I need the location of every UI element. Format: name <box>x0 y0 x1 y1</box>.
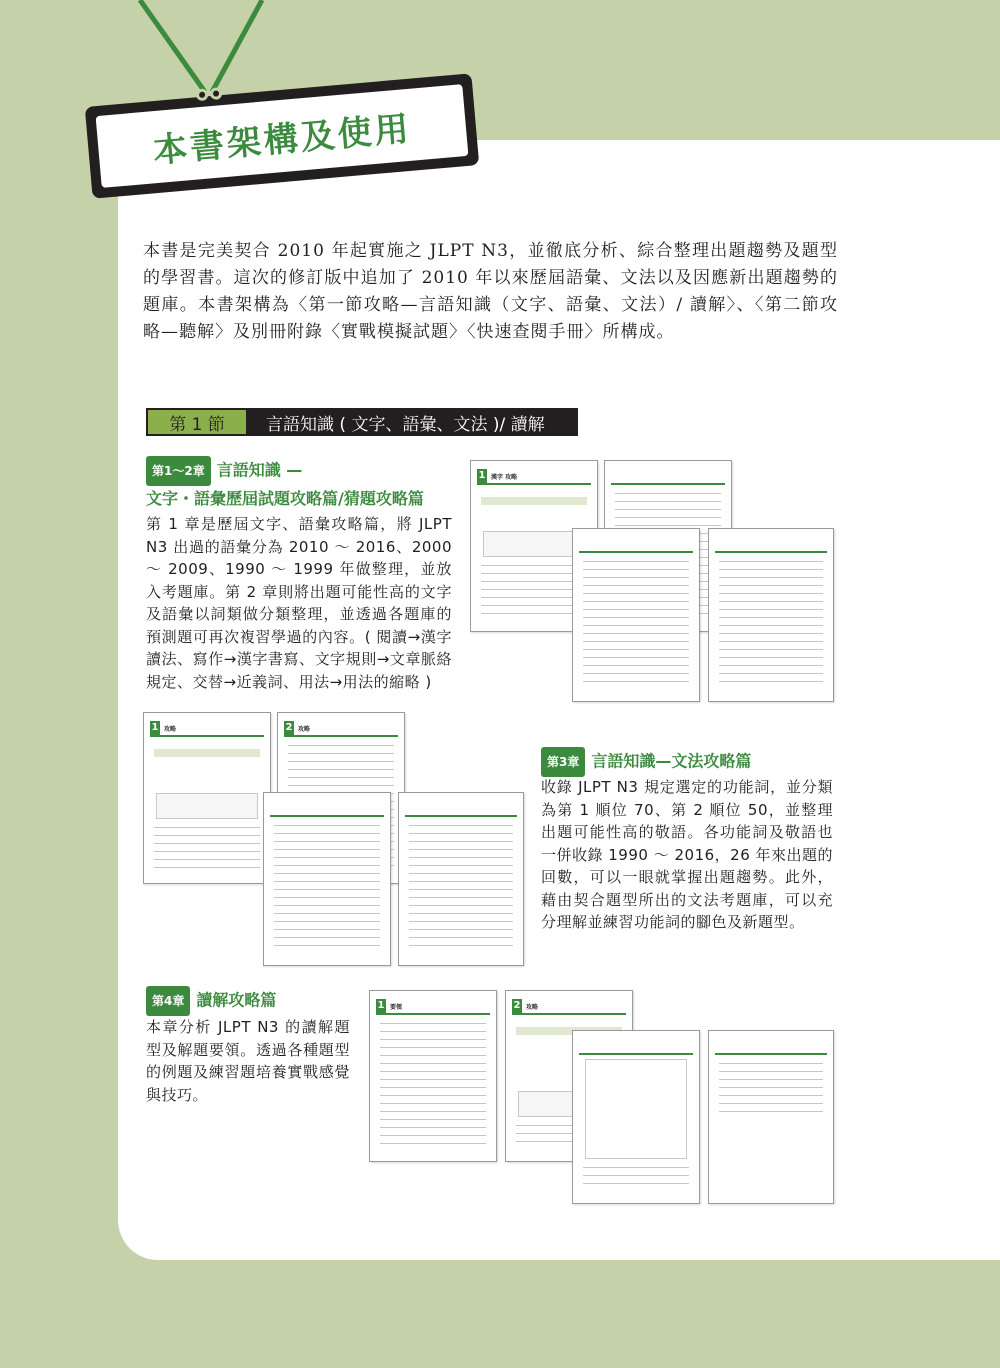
section-number: 第 1 節 <box>146 408 246 436</box>
chapter-3-body: 收錄 JLPT N3 規定選定的功能詞，並分類為第 1 順位 70、第 2 順位 50，並整理出題可能性高的敬語。各功能詞及敬語也一併收錄 1990 ～ 2016，26 年來出題的回數，可以一眼就掌握出題趨勢。此外，藉由契合題型所出的文法考題庫，可以充分理解並練習功能詞的腳色及新題型。 <box>541 778 834 931</box>
chapter-1-2-heading <box>146 456 466 512</box>
chapter-tag: 第4章 <box>146 986 190 1016</box>
thumbnail-page: 1 漢字 攻略 <box>470 460 598 632</box>
page-title: 本書架構及使用 <box>151 108 414 171</box>
thumbnail-page: 1 要領 <box>369 990 497 1162</box>
chapter-tag: 第3章 <box>541 747 585 777</box>
chapter-title: 言語知識—文法攻略篇 <box>591 751 752 771</box>
thumbnail-page: 2 攻略 <box>505 990 633 1162</box>
intro-paragraph: 本書是完美契合 2010 年起實施之 JLPT N3，並徹底分析、綜合整理出題趨勢及題型的學習書。這次的修訂版中追加了 2010 年以來歷屆語彙、文法以及因應新出題趨勢的題庫。本書架構為〈第一節攻略—言語知識（文字、語彙、文法）/ 讀解〉、〈第二節攻略—聽解〉及別冊附錄〈實戰模擬試題〉〈快速查閱手冊〉所構成。 <box>143 241 838 342</box>
chapter-title: 讀解攻略篇 <box>196 990 277 1010</box>
string-right <box>212 0 262 92</box>
chapter-4-heading <box>146 986 366 1016</box>
section-bar <box>146 408 578 436</box>
chapter-4-body: 本章分析 JLPT N3 的讀解題型及解題要領。透過各種題型的例題及練習題培養實戰感覺與技巧。 <box>146 1018 350 1104</box>
thumbnail-page <box>572 1030 700 1204</box>
string-left <box>140 0 205 92</box>
section-title: 言語知識 ( 文字、語彙、文法 )/ 讀解 <box>246 408 578 436</box>
thumbnail-page: 2 攻略 <box>277 712 405 884</box>
thumbnail-page <box>708 528 834 702</box>
chapter-1-2-body: 第 1 章是歷屆文字、語彙攻略篇，將 JLPT N3 出過的語彙分為 2010 ～ 2016、2000 ～ 2009、1990 ～ 1999 年做整理，並放入考題庫。第 2 章則將出題可能性高的文字及語彙以詞類做分類整理，並透過各題庫的預測題可再次複習學過的內容。( 閱讀→漢字讀法、寫作→漢字書寫、文字規則→文章脈絡規定、交替→近義詞、用法→用法的縮略 ) <box>146 515 452 691</box>
chapter-title-line2: 文字・語彙歷屆試題攻略篇/猜題攻略篇 <box>146 489 424 508</box>
thumbnail-page <box>263 792 391 966</box>
thumbnail-page <box>572 528 700 702</box>
thumbnail-page: 1 攻略 <box>143 712 271 884</box>
chapter-tag: 第1～2章 <box>146 456 211 486</box>
thumbnail-page <box>398 792 524 966</box>
thumbnail-page <box>708 1030 834 1204</box>
chapter-title-line1: 言語知識 — <box>216 460 303 480</box>
chapter-3-heading <box>541 747 841 777</box>
